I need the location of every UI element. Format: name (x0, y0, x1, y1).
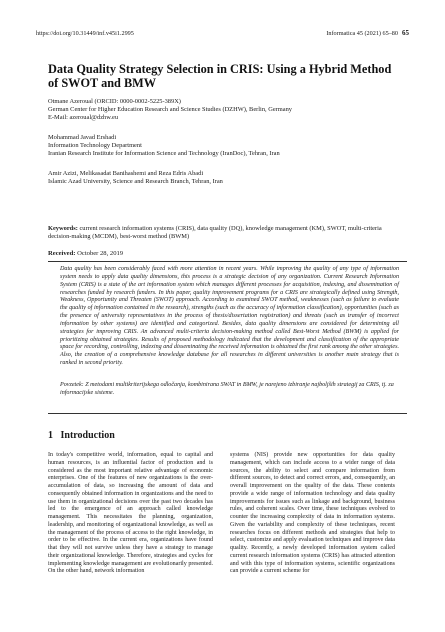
doi-link[interactable]: https://doi.org/10.31449/inf.v45i1.2995 (36, 29, 134, 37)
author-block-1 (48, 98, 405, 121)
divider-top (48, 261, 407, 262)
author-name: Otmane Azeroual (ORCID: 0000-0002-5225-389X) (48, 98, 181, 105)
author-email[interactable]: E-Mail: azeroual@dzhw.eu (48, 113, 119, 121)
keywords-text: current research information systems (CRIS), data quality (DQ), knowledge management (KM), SWOT, multi-criteria decision-making (MCDM), best-worst method (BWM) (48, 225, 382, 240)
keywords-label: Keywords: (48, 225, 78, 232)
author-affiliation: Information Technology Department (48, 141, 142, 149)
page-number: 65 (402, 29, 409, 37)
author-affiliation: German Center for Higher Education Research and Science Studies (DZHW), Berlin, Germany (48, 105, 293, 113)
section-number: 1 (48, 430, 53, 441)
paper-title: Data Quality Strategy Selection in CRIS: Using a Hybrid Method of SWOT and BMW (48, 62, 392, 90)
author-affiliation: Islamic Azad University, Science and Research Branch, Tehran, Iran (48, 177, 223, 185)
divider-bottom (48, 413, 407, 414)
journal-info (326, 29, 409, 37)
author-block-3 (48, 170, 405, 186)
section-heading (48, 430, 115, 441)
body-column-left: In today's competitive world, information, equal to capital and human resources, is an influential factor of production and is considered as the most important relative advantage of economic enterprises. One of the features of new organizations is the over-accumulation of data, so increasing the amount of data and consequently obtained information in organizations and the need to use them in organizational decisions over the past two decades has led to the emergence of an approach called knowledge management. This necessitates the planning, organization, leadership, and monitoring of organizational knowledge, as well as the management of the process of access to the right knowledge, in order to be effective. In the current era, organizations have found that they will not survive unless they have a strategy to manage their organizational knowledge. Therefore, strategies and cycles for implementing knowledge management are evolutionarily presented. On the other hand, network information (48, 452, 213, 575)
running-header (36, 28, 409, 38)
author-block-2 (48, 134, 405, 157)
received-label: Received: (48, 250, 76, 257)
body-column-right: systems (NIS) provide new opportunities for data quality management, which can include access to a wider range of data sources, the ability to select and compare information from different sources, to detect and correct errors, and, consequently, an overall improvement on the quality of the data. These contents provide a wide range of information technology and data quality improvements for issues such as linkage and background, business rules, and coherent scales. Over time, these techniques evolved to counter the increasing complexity of data in information systems. Given the variability and complexity of these techniques, recent researches focus on different methods and strategies that help to select, customize and apply evaluation techniques and improve data quality. Recently, a newly developed information system called current research information systems (CRIS) has attracted attention and with this type of information systems, scientific organizations can provide a current scheme for (230, 452, 395, 575)
keywords (48, 225, 401, 241)
journal-citation: Informatica 45 (2021) 65–80 (326, 29, 398, 37)
section-title: Introduction (60, 430, 115, 441)
abstract: Data quality has been considerably faced with more attention in recent years. While improving the quality of any type of information system needs to apply data quality dimensions, this process is a strategic decision of any organization. Current Research Information System (CRIS) is a state of the art information system which manages different processes for acquisition, indexing, and dissemination of researches funded by research funders. In this paper, quality improvement programs for a CRIS are strategically defined using Strength, Weakness, Opportunity and Threaten (SWOT) approach. According to examined SWOT method, weaknesses (such as failure to evaluate the quality of information contained in the research), strengths (such as the accuracy of information classification), opportunities (such as the presence of university representatives in the process of thesis/dissertation registration) and threats (such as transfer of incorrect information by other systems) are identified and categorized. Besides, data quality dimensions are considered for determining all strategies for improving CRIS. An advanced multi-criteria decision-making method called Best-Worst Method (BWM) is applied for prioritizing obtained strategies. Results of proposed methodology indicated that the development and classification of the appropriate space for recording, controlling, indexing and disseminating the received information is obtained the first rank among the other strategies. Also, the creation of a comprehensive knowledge database for all researches in different universities is another main strategy that is ranked in second priority. (60, 266, 399, 367)
received-date (48, 250, 123, 257)
author-name: Mohammad Javad Ershadi (48, 134, 117, 141)
author-affiliation-2: Iranian Research Institute for Information Science and Technology (IranDoc), Tehran, Iran (48, 149, 280, 157)
author-name: Amir Azizi, Melikasadat Banihashemi and Reza Edris Abadi (48, 170, 204, 177)
received-value: October 28, 2019 (77, 250, 124, 257)
povzetek: Povzetek: Z metodami multikriterijskega odločanja, kombinirana SWAT in BMW, je narejeno izbiranje najboljših strategij za CRIS, tj. za informacijske sisteme. (60, 382, 394, 396)
